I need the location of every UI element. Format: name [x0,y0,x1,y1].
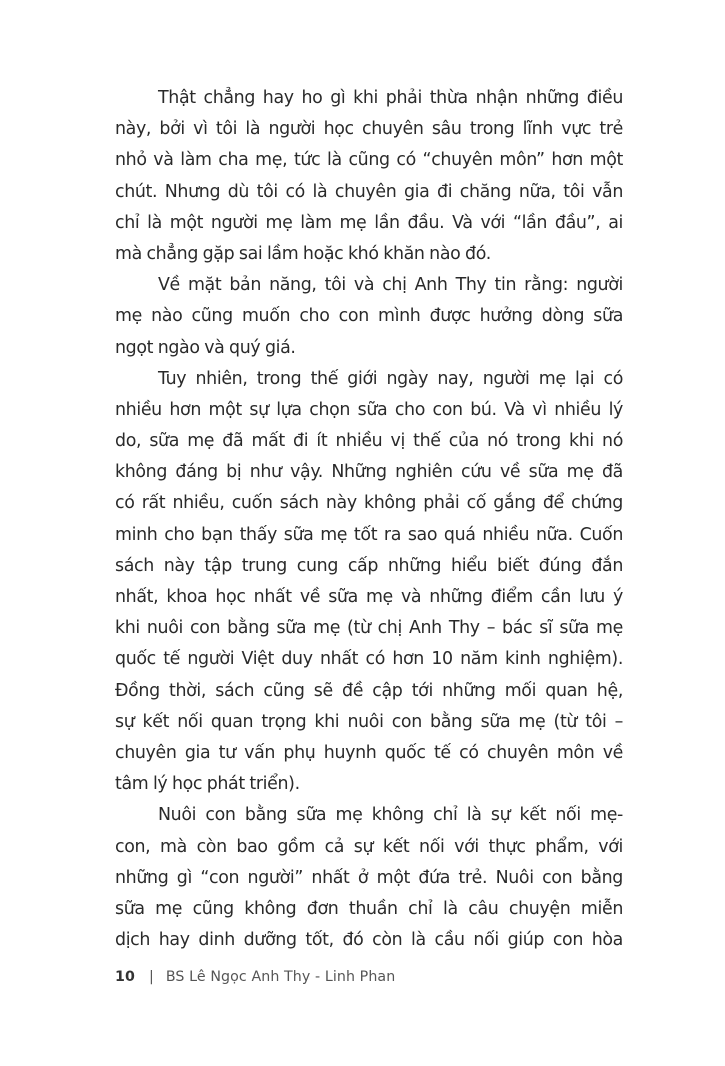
text-line: Nuôi con bằng sữa mẹ không chỉ là sự kết nối mẹ- [158,805,623,826]
text-line: minh cho bạn thấy sữa mẹ tốt ra sao quá nhiều nữa. Cuốn [115,524,623,545]
text-line: dịch hay dinh dưỡng tốt, đó còn là cầu nối giúp con hòa [115,930,623,951]
text-line: chút. Nhưng dù tôi có là chuyên gia đi chăng nữa, tôi vẫn [115,181,623,202]
text-line: chuyên gia tư vấn phụ huynh quốc tế có chuyên môn về [115,742,623,763]
text-line: mẹ nào cũng muốn cho con mình được hưởng dòng sữa [115,306,623,327]
text-line: Tuy nhiên, trong thế giới ngày nay, người mẹ lại có [158,368,623,389]
paragraph-1 [115,83,623,270]
footer-authors: BS Lê Ngọc Anh Thy - Linh Phan [165,969,396,985]
text-line: chỉ là một người mẹ làm mẹ lần đầu. Và với “lần đầu”, ai [115,212,623,233]
text-line: sách này tập trung cung cấp những hiểu biết đúng đắn [115,555,623,576]
paragraph-3 [115,364,623,801]
text-line: do, sữa mẹ đã mất đi ít nhiều vị thế của nó trong khi nó [115,431,623,452]
paragraph-4 [115,800,623,956]
text-line: con, mà còn bao gồm cả sự kết nối với thực phẩm, với [115,836,623,857]
text-line: Đồng thời, sách cũng sẽ đề cập tới những mối quan hệ, [115,680,623,701]
text-line: khi nuôi con bằng sữa mẹ (từ chị Anh Thy – bác sĩ sữa mẹ [115,618,623,639]
text-line: Về mặt bản năng, tôi và chị Anh Thy tin rằng: người [158,275,623,296]
text-line: nhỏ và làm cha mẹ, tức là cũng có “chuyên môn” hơn một [115,150,623,171]
text-line: Thật chẳng hay ho gì khi phải thừa nhận những điều [158,88,623,108]
text-line: có rất nhiều, cuốn sách này không phải cố gắng để chứng [115,493,623,514]
text-line: tâm lý học phát triển). [115,774,300,795]
text-line: không đáng bị như vậy. Những nghiên cứu về sữa mẹ đã [115,462,623,483]
text-line: quốc tế người Việt duy nhất có hơn 10 năm kinh nghiệm). [115,649,623,670]
page-body [115,83,623,956]
text-line: nhiều hơn một sự lựa chọn sữa cho con bú. Và vì nhiều lý [115,399,623,420]
paragraph-2 [115,270,623,364]
text-line: này, bởi vì tôi là người học chuyên sâu trong lĩnh vực trẻ [115,119,623,140]
text-line: sự kết nối quan trọng khi nuôi con bằng sữa mẹ (từ tôi – [115,711,623,732]
page-number: 10 [115,969,135,985]
text-line: nhất, khoa học nhất về sữa mẹ và những điểm cần lưu ý [115,587,623,607]
text-line: ngọt ngào và quý giá. [115,337,296,358]
footer-separator: | [148,969,154,985]
text-line: những gì “con người” nhất ở một đứa trẻ. Nuôi con bằng [115,867,623,888]
text-line: mà chẳng gặp sai lầm hoặc khó khăn nào đó. [115,243,491,264]
page-footer [115,964,395,990]
text-line: sữa mẹ cũng không đơn thuần chỉ là câu chuyện miễn [115,898,623,919]
